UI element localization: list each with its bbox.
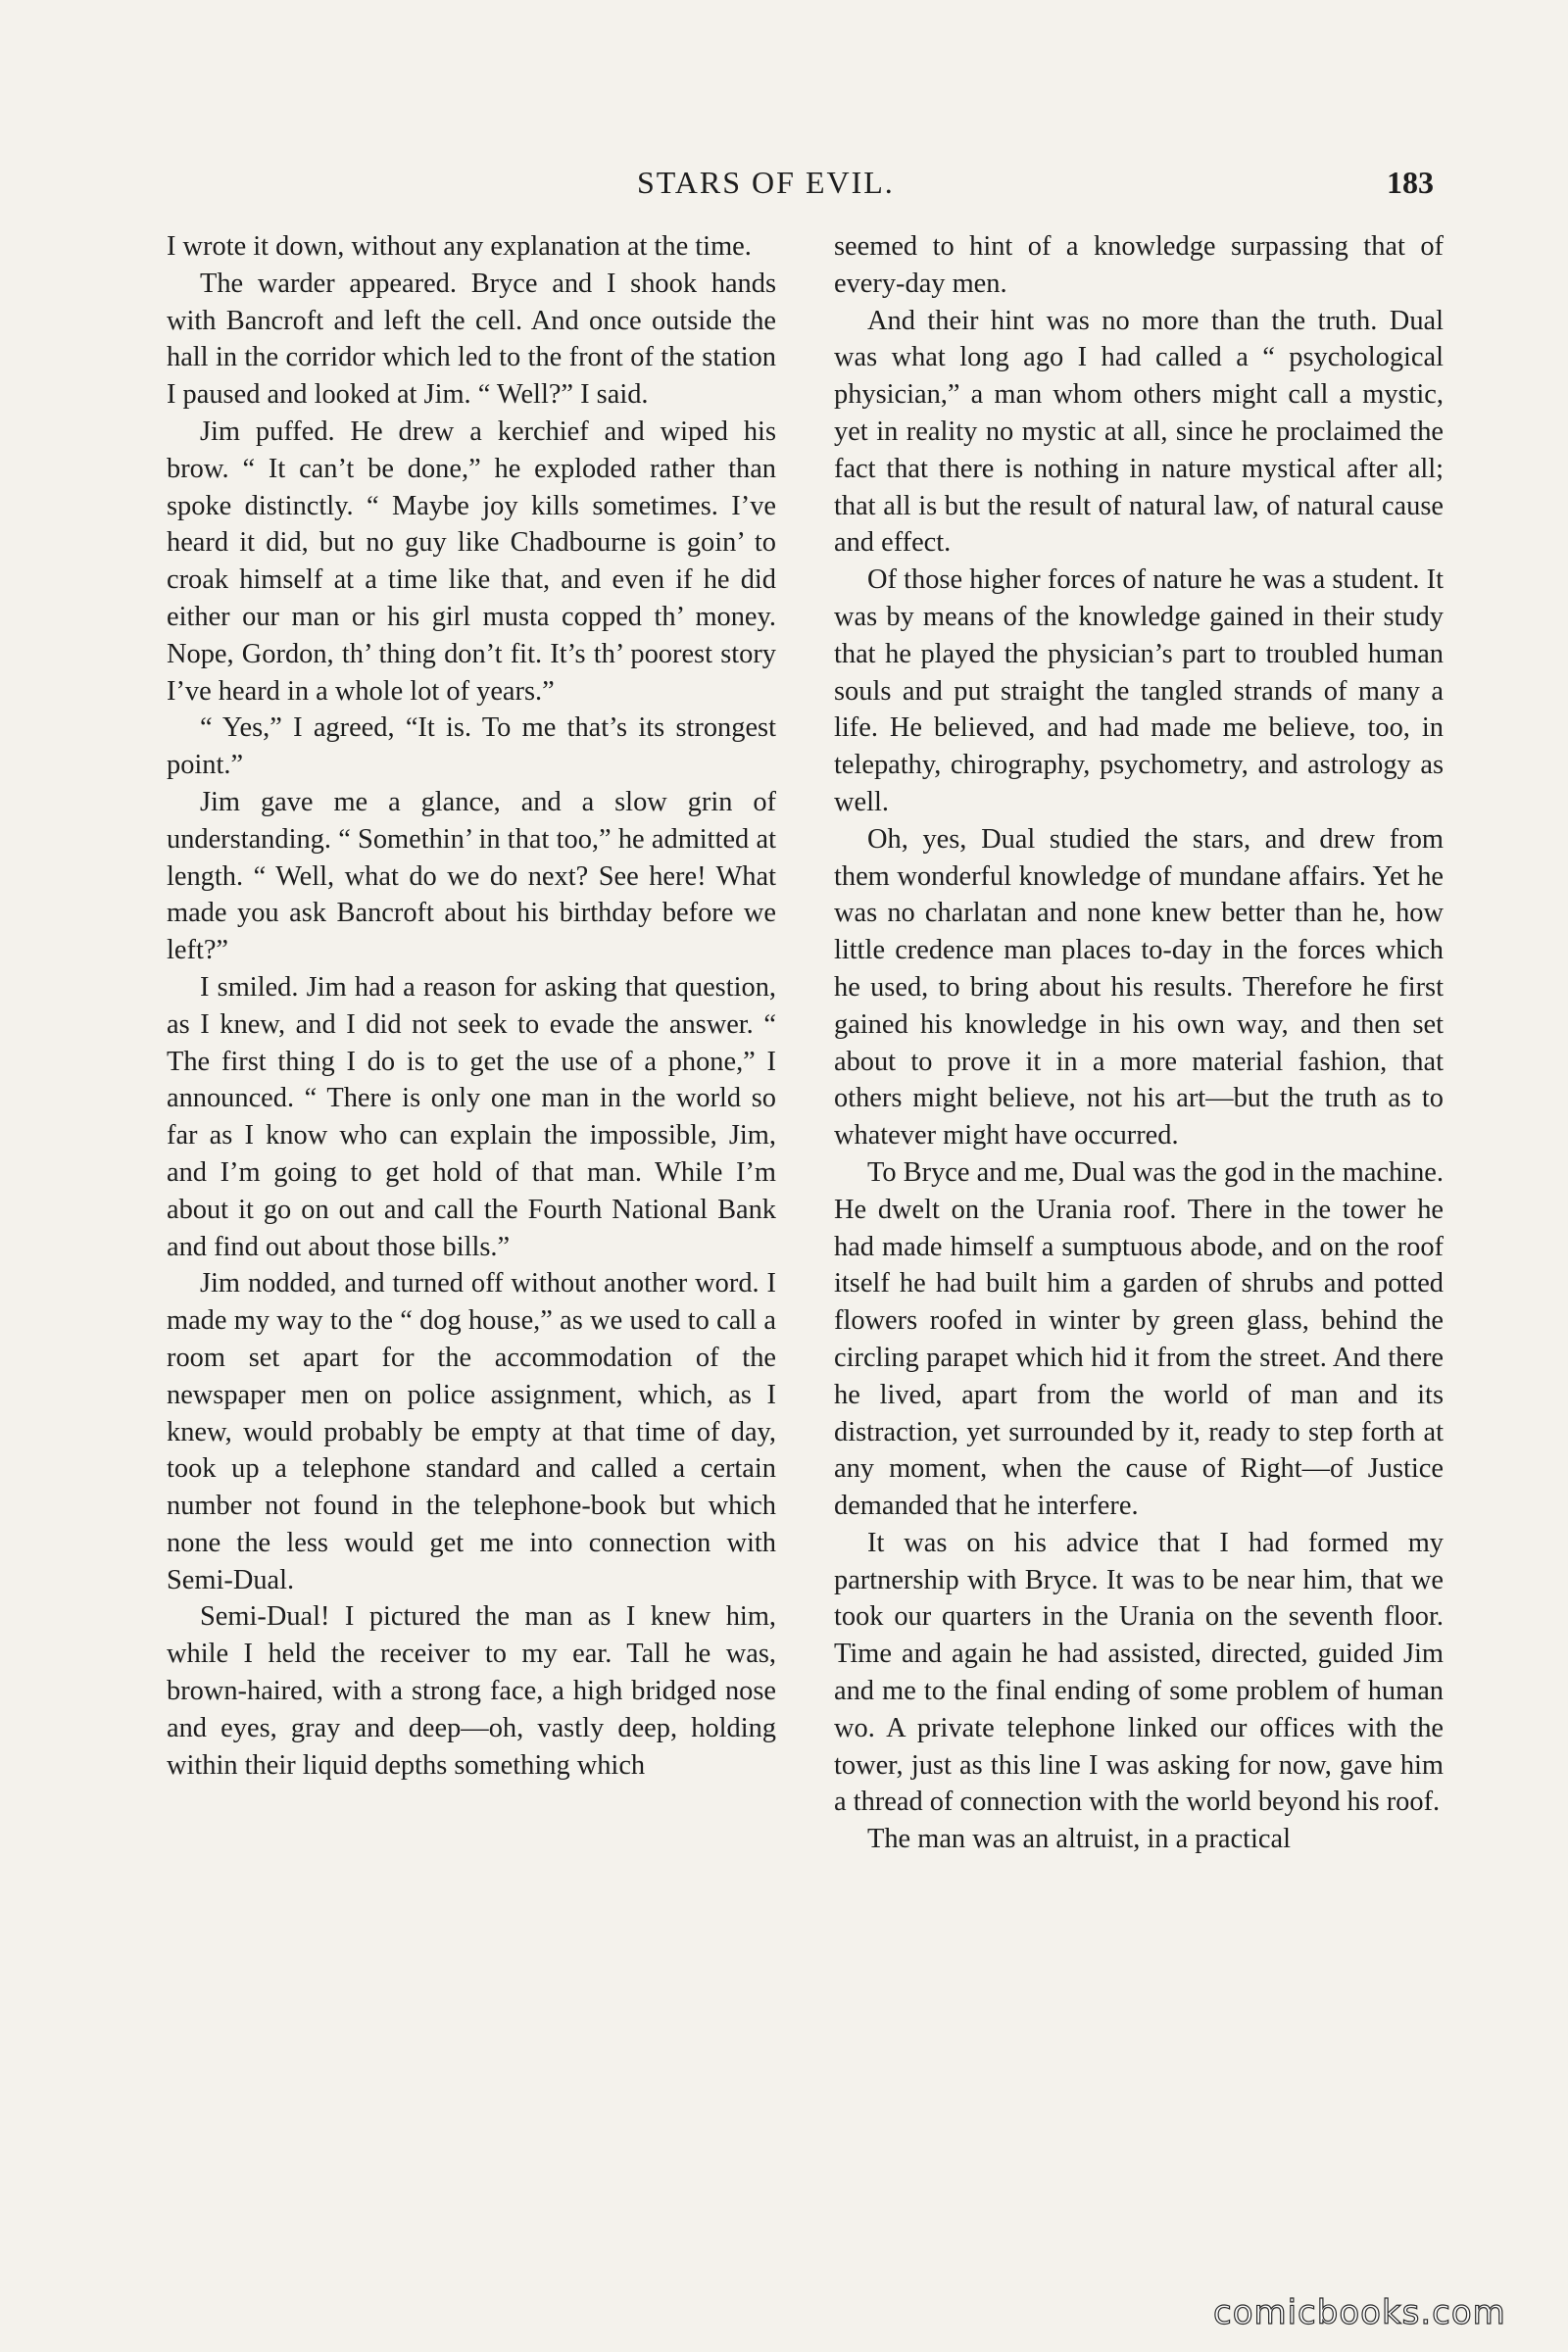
paragraph: I smiled. Jim had a reason for asking that question, as I knew, and I did not seek to evade the answer. “ The first thing I do is to get the use of a phone,” I announced. “ There is only one man in the world so far as I know who can explain the impossible, Jim, and I’m going to get hold of that man. While I’m about it go on out and call the Fourth National Bank and find out about those bills.” — [167, 971, 776, 1262]
paragraph: Of those higher forces of nature he was a student. It was by means of the knowledge gained in their study that he played the physician’s part to troubled human souls and put straight the tangled strands of many a life. He believed, and had made me believe, too, in telepathy, chirography, psychometry, and astrology as well. — [834, 564, 1444, 817]
page-number: 183 — [1387, 165, 1434, 200]
paragraph: It was on his advice that I had formed my partnership with Bryce. It was to be near him, that we took our quarters in the Urania on the seventh floor. Time and again he had assisted, directed, guided Jim and me to the final ending of some problem of human wo. A private telephone linked our offices with the tower, just as this line I was asking for now, gave him a thread of connection with the world beyond his roof. — [834, 1527, 1444, 1818]
paragraph: Jim nodded, and turned off without another word. I made my way to the “ dog house,” as we used to call a room set apart for the accommodation of the newspaper men on police assignment, which, as I knew, would probably be empty at that time of day, took up a telephone standard and called a certain number not found in the telephone-book but which none the less would get me into connection with Semi-Dual. — [167, 1268, 776, 1595]
paragraph: Semi-Dual! I pictured the man as I knew him, while I held the receiver to my ear. Tall he was, brown-haired, with a strong face, a high bridged nose and eyes, gray and deep—oh, vastly deep, holding within their liquid depths something which — [167, 1601, 776, 1781]
paragraph: To Bryce and me, Dual was the god in the machine. He dwelt on the Urania roof. There in the tower he had made himself a sumptuous abode, and on the roof itself he had built him a garden of shrubs and potted flowers roofed in winter by green glass, behind the circling parapet which hid it from the street. And there he lived, apart from the world of man and its distraction, yet surrounded by it, ready to step forth at any moment, when the cause of Right—of Justice demanded that he interfere. — [834, 1156, 1444, 1522]
paragraph: Jim gave me a glance, and a slow grin of understanding. “ Somethin’ in that too,” he admitted at length. “ Well, what do we do next? See here! What made you ask Bancroft about his birthday before we left?” — [167, 786, 776, 966]
right-column — [834, 228, 1444, 1858]
paragraph: “ Yes,” I agreed, “It is. To me that’s its strongest point.” — [167, 712, 776, 781]
paragraph: Oh, yes, Dual studied the stars, and drew from them wonderful knowledge of mundane affairs. Yet he was no charlatan and none knew better than he, how little credence man places to-day in the forces which he used, to bring about his results. Therefore he first gained his knowledge in his own way, and then set about to prove it in a more material fashion, that others might believe, not his art—but the truth as to whatever might have occurred. — [834, 823, 1444, 1152]
paragraph: The man was an altruist, in a practical — [867, 1824, 1292, 1855]
paragraph: Jim puffed. He drew a kerchief and wiped his brow. “ It can’t be done,” he exploded rather than spoke distinctly. “ Maybe joy kills sometimes. I’ve heard it did, but no guy like Chadbourne is goin’ to croak himself at a time like that, and even if he did either our man or his girl musta copped th’ money. Nope, Gordon, th’ thing don’t fit. It’s th’ poorest story I’ve heard in a whole lot of years.” — [167, 416, 776, 707]
paragraph: And their hint was no more than the truth. Dual was what long ago I had called a “ psychological physician,” a man whom others might call a mystic, yet in reality no mystic at all, since he proclaimed the fact that there is nothing in nature mystical after all; that all is but the result of natural law, of natural cause and effect. — [834, 305, 1444, 559]
watermark: comicbooks.com — [1213, 2293, 1506, 2332]
paragraph: I wrote it down, without any explanation at the time. — [167, 231, 752, 262]
running-title: STARS OF EVIL. — [637, 165, 895, 200]
paragraph: seemed to hint of a knowledge surpassing that of every-day men. — [834, 231, 1444, 299]
paragraph: The warder appeared. Bryce and I shook hands with Bancroft and left the cell. And once outside the hall in the corridor which led to the front of the station I paused and looked at Jim. “ Well?” I said. — [167, 268, 776, 411]
left-column — [167, 228, 776, 1784]
running-head — [0, 165, 1568, 204]
